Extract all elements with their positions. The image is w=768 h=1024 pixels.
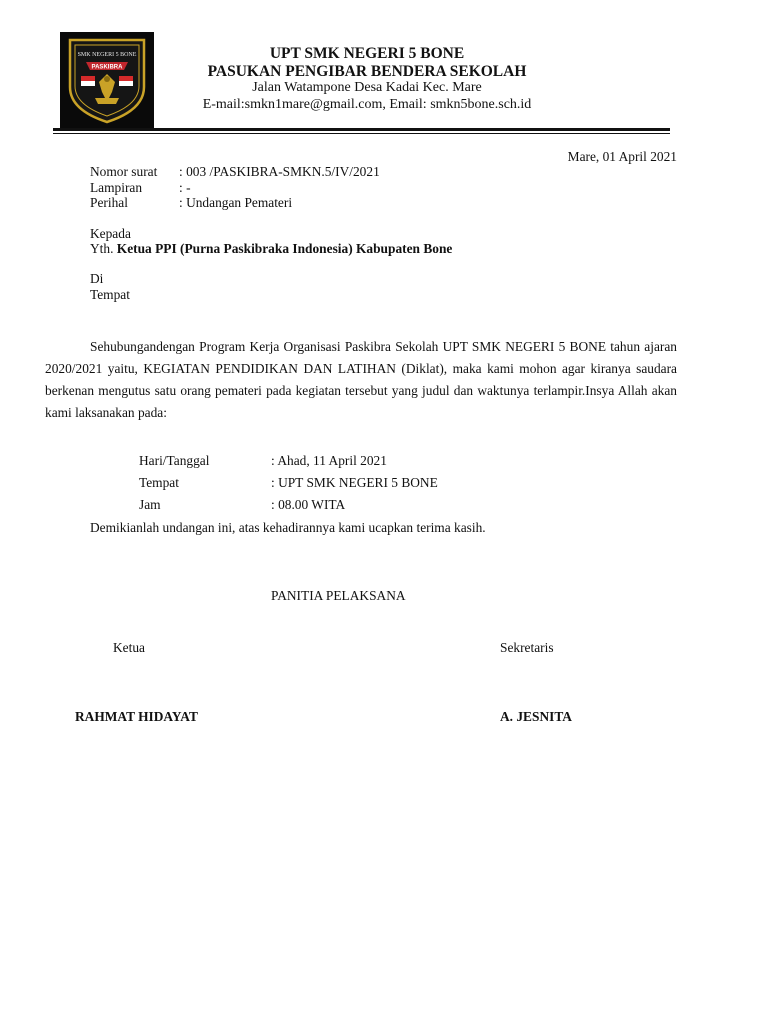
- schedule-label-date: Hari/Tanggal: [139, 453, 210, 468]
- recipient-yth: Yth.: [90, 241, 114, 256]
- schedule-label-place: Tempat: [139, 475, 179, 490]
- body-text: Sehubungandengan Program Kerja Organisasi Paskibra Sekolah UPT SMK NEGERI 5 BONE tahun ajaran 2020/2021 yaitu, KEGIATAN PENDIDIKAN DAN LATIHAN (Diklat), maka kami mohon agar kiranya saudara berkenan mengutus satu orang pemateri pada kegiatan tersebut yang judul dan waktunya terlampir.Insya Allah akan kami laksanakan pada:: [45, 339, 677, 420]
- signature-left-name: RAHMAT HIDAYAT: [75, 709, 198, 724]
- logo-text-top: SMK NEGERI 5 BONE: [77, 52, 137, 58]
- paskibra-logo: [60, 32, 154, 128]
- meta-value-number: : 003 /PASKIBRA-SMKN.5/IV/2021: [179, 164, 380, 179]
- contact-emails: E-mail:smkn1mare@gmail.com, Email: smkn5bone.sch.id: [202, 97, 532, 112]
- school-name: UPT SMK NEGERI 5 BONE: [269, 45, 465, 62]
- meta-label-attachment: Lampiran: [90, 180, 143, 195]
- signature-left-title: Ketua: [113, 640, 145, 655]
- recipient-di: Di: [90, 271, 104, 286]
- letter-date: Mare, 01 April 2021: [567, 149, 677, 164]
- header-rule-thin: [53, 133, 670, 134]
- meta-label-subject: Perihal: [90, 195, 128, 210]
- committee-title: PANITIA PELAKSANA: [271, 588, 406, 603]
- schedule-value-time: : 08.00 WITA: [271, 497, 346, 512]
- organization-name: PASUKAN PENGIBAR BENDERA SEKOLAH: [207, 63, 527, 80]
- signature-right-title: Sekretaris: [500, 640, 554, 655]
- recipient-line: [90, 241, 452, 257]
- meta-value-attachment: : -: [179, 180, 191, 195]
- meta-value-subject: : Undangan Pemateri: [179, 195, 293, 210]
- schedule-value-date: : Ahad, 11 April 2021: [271, 453, 387, 468]
- header-rule-thick: [53, 128, 670, 131]
- school-address: Jalan Watampone Desa Kadai Kec. Mare: [252, 80, 482, 95]
- body-paragraph: [45, 336, 677, 424]
- recipient-kepada: Kepada: [90, 226, 131, 241]
- recipient-place: Tempat: [90, 287, 130, 302]
- logo-text-banner: PASKIBRA: [91, 64, 123, 71]
- schedule-label-time: Jam: [139, 497, 161, 512]
- closing-sentence: Demikianlah undangan ini, atas kehadirannya kami ucapkan terima kasih.: [90, 520, 486, 535]
- recipient-name: Ketua PPI (Purna Paskibraka Indonesia) Kabupaten Bone: [116, 241, 453, 256]
- schedule-value-place: : UPT SMK NEGERI 5 BONE: [271, 475, 438, 490]
- signature-right-name: A. JESNITA: [500, 709, 572, 724]
- meta-label-number: Nomor surat: [90, 164, 158, 179]
